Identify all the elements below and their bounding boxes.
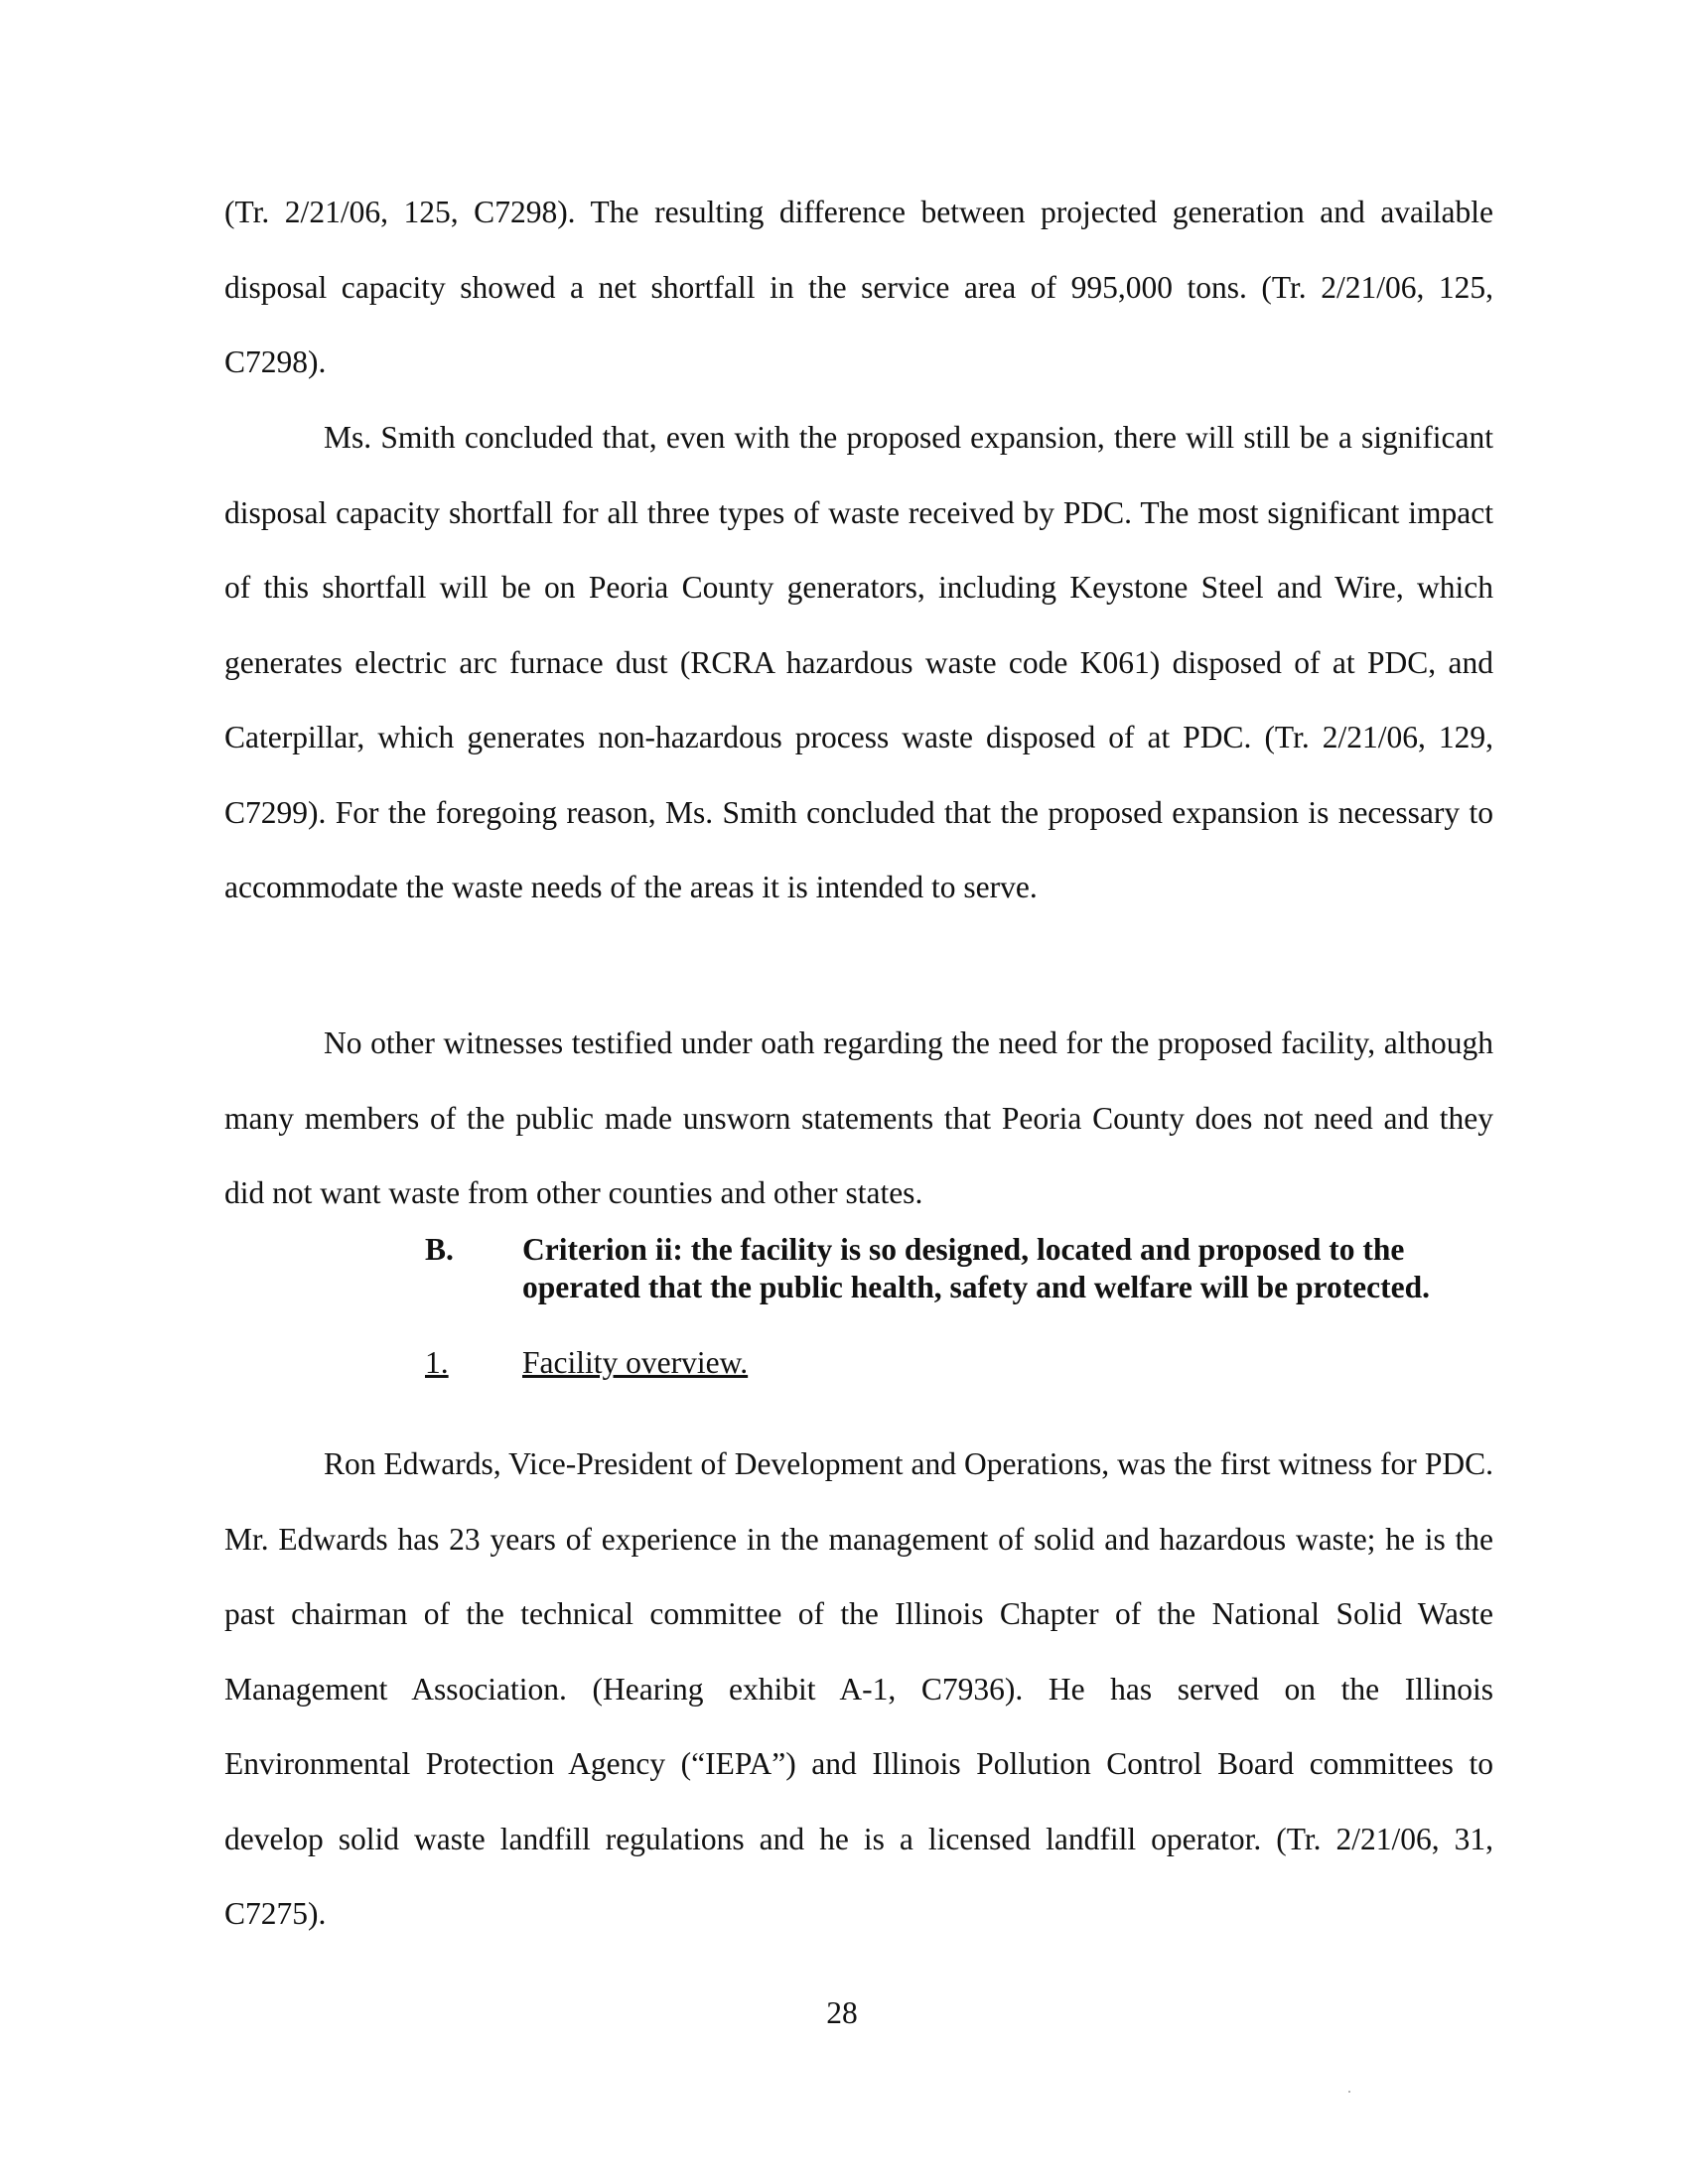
- section-heading-letter: B.: [425, 1232, 454, 1267]
- scan-speck: [1348, 2091, 1350, 2093]
- subsection-heading: [425, 1344, 748, 1382]
- section-heading-text: Criterion ii: the facility is so designed, located and proposed to the operated that the public health, safety and welfare will be protected.: [522, 1232, 1431, 1304]
- paragraph-ron-edwards: Ron Edwards, Vice-President of Development and Operations, was the first witness for PDC. Mr. Edwards has 23 years of experience in the management of solid and hazardous waste; he is the past chairman of the technical committee of the Illinois Chapter of the National Solid Waste Management Association. (Hearing exhibit A-1, C7936). He has served on the Illinois Environmental Protection Agency (“IEPA”) and Illinois Pollution Control Board committees to develop solid waste landfill regulations and he is a licensed landfill operator. (Tr. 2/21/06, 31, C7275).: [224, 1446, 1493, 1931]
- subsection-title: Facility overview.: [522, 1345, 749, 1380]
- page-number: 28: [826, 1995, 858, 2030]
- paragraph-smith-conclusion: Ms. Smith concluded that, even with the proposed expansion, there will still be a significant disposal capacity shortfall for all three types of waste received by PDC. The most significant impact of this shortfall will be on Peoria County generators, including Keystone Steel and Wire, which generates electric arc furnace dust (RCRA hazardous waste code K061) disposed of at PDC, and Caterpillar, which generates non-hazardous process waste disposed of at PDC. (Tr. 2/21/06, 129, C7299). For the foregoing reason, Ms. Smith concluded that the proposed expansion is necessary to accommodate the waste needs of the areas it is intended to serve.: [224, 420, 1493, 904]
- paragraph-other-witnesses: No other witnesses testified under oath regarding the need for the proposed facility, although many members of the public made unsworn statements that Peoria County does not need and they did not want waste from other counties and other states.: [224, 1025, 1493, 1210]
- subsection-number: 1.: [425, 1345, 449, 1380]
- paragraph-continuation: (Tr. 2/21/06, 125, C7298). The resulting difference between projected generation and available disposal capacity showed a net shortfall in the service area of 995,000 tons. (Tr. 2/21/06, 125, C7298).: [224, 195, 1493, 379]
